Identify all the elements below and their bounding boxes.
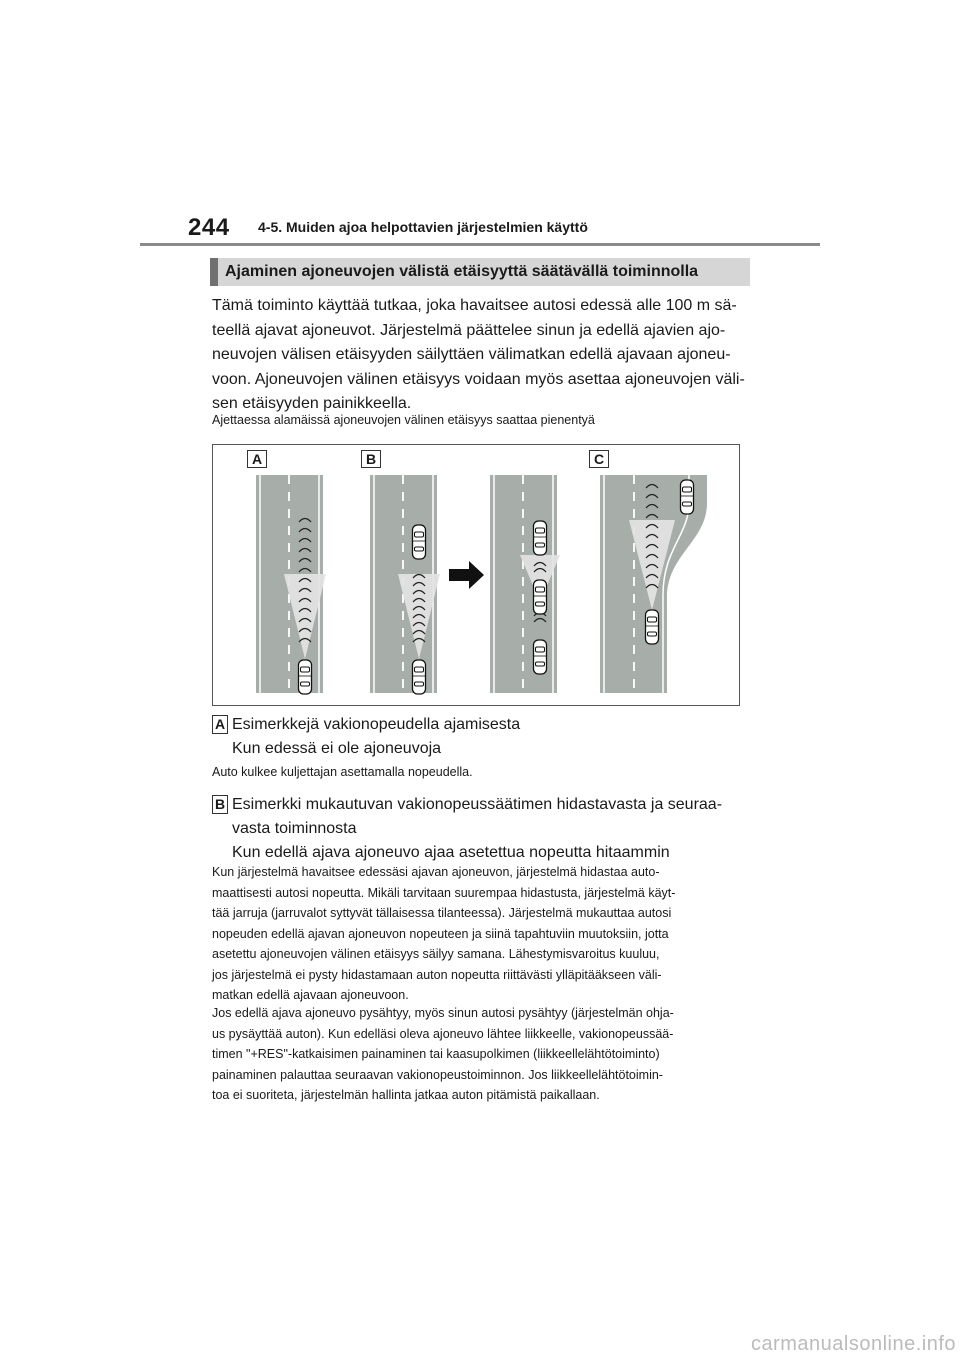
- page-number: 244: [188, 214, 230, 241]
- item-b-label: B: [212, 795, 228, 814]
- desc-line: timen "+RES"-katkaisimen painaminen tai kaasupolkimen (liikkeellelähtötoiminto): [212, 1047, 660, 1061]
- car-own-c: [646, 610, 659, 644]
- car-merge-c: [681, 480, 694, 514]
- desc-line: Jos edellä ajava ajoneuvo pysähtyy, myös sinun autosi pysähtyy (järjestelmän ohja-: [212, 1006, 674, 1020]
- figure-label-a: A: [247, 450, 267, 468]
- intro-line: Tämä toiminto käyttää tutkaa, joka havaitsee autosi edessä alle 100 m sä-: [212, 297, 737, 314]
- header-divider: [140, 243, 820, 246]
- car-lead-b: [413, 525, 426, 559]
- watermark: carmanualsonline.info: [750, 1333, 956, 1355]
- illustration-svg: [213, 445, 739, 705]
- car-lead-b2: [534, 521, 547, 555]
- item-a-title: [232, 713, 520, 761]
- intro-line: voon. Ajoneuvojen välinen etäisyys voidaan myös asettaa ajoneuvojen väli-: [212, 370, 745, 388]
- car-own-b: [413, 660, 426, 694]
- item-b-description-1: [212, 862, 760, 1006]
- desc-line: tää jarruja (jarruvalot syttyvät tällaisessa tilanteessa). Järjestelmä mukauttaa autosi: [212, 906, 672, 920]
- section-heading: Ajaminen ajoneuvojen välistä etäisyyttä säätävällä toiminnolla: [210, 258, 750, 286]
- downhill-note: Ajettaessa alamäissä ajoneuvojen välinen etäisyys saattaa pienentyä: [212, 413, 595, 427]
- lane-dashes: [289, 475, 634, 693]
- desc-line: us pysäyttää auton). Kun edelläsi oleva ajoneuvo lähtee liikkeelle, vakionopeussää-: [212, 1026, 674, 1041]
- intro-paragraph: [212, 294, 760, 417]
- item-b-line: Kun edellä ajava ajoneuvo ajaa asetettua nopeutta hitaammin: [232, 844, 670, 861]
- distance-control-illustration: [212, 444, 740, 706]
- desc-line: nopeuden edellä ajavan ajoneuvon nopeuteen ja siinä tapahtuviin muutoksiin, jotta: [212, 926, 669, 941]
- desc-line: matkan edellä ajavaan ajoneuvoon.: [212, 988, 409, 1002]
- item-a-line: Kun edessä ei ole ajoneuvoja: [232, 740, 442, 757]
- item-a-label: A: [212, 715, 228, 734]
- intro-line: sen etäisyyden painikkeella.: [212, 395, 412, 412]
- item-b-title: [232, 793, 722, 865]
- item-b-line: vasta toiminnosta: [232, 820, 357, 837]
- desc-line: Kun järjestelmä havaitsee edessäsi ajavan ajoneuvon, järjestelmä hidastaa auto-: [212, 865, 660, 879]
- desc-line: jos järjestelmä ei pysty hidastamaan auton nopeutta riittävästi ylläpitääkseen väli-: [212, 967, 662, 982]
- figure-label-c: C: [589, 450, 609, 468]
- item-b-line: Esimerkki mukautuvan vakionopeussäätimen hidastavasta ja seuraa-: [232, 796, 723, 813]
- desc-line: asetettu ajoneuvojen välinen etäisyys säilyy samana. Lähestymisvaroitus kuuluu,: [212, 947, 660, 961]
- section-title: 4-5. Muiden ajoa helpottavien järjestelmien käyttö: [258, 219, 588, 235]
- intro-line: neuvojen välisen etäisyyden säilyttäen välimatkan edellä ajavaan ajoneu-: [212, 346, 731, 363]
- item-a-description: Auto kulkee kuljettajan asettamalla nopeudella.: [212, 765, 473, 779]
- desc-line: toa ei suoriteta, järjestelmän hallinta jatkaa auton pitämistä paikallaan.: [212, 1088, 600, 1102]
- transition-arrow-icon: [449, 561, 484, 589]
- car-mid-b2: [534, 580, 547, 614]
- car-own-a: [299, 660, 312, 694]
- figure-label-b: B: [361, 450, 381, 468]
- car-own-b2: [534, 640, 547, 674]
- desc-line: maattisesti autosi nopeutta. Mikäli tarvitaan suurempaa hidastusta, järjestelmä käyt-: [212, 885, 676, 900]
- item-b-description-2: [212, 1003, 760, 1106]
- desc-line: painaminen palauttaa seuraavan vakionopeustoiminnon. Jos liikkeellelähtötoimin-: [212, 1067, 663, 1082]
- intro-line: teellä ajavat ajoneuvot. Järjestelmä päättelee sinun ja edellä ajavien ajo-: [212, 321, 726, 339]
- item-a-line: Esimerkkejä vakionopeudella ajamisesta: [232, 716, 521, 733]
